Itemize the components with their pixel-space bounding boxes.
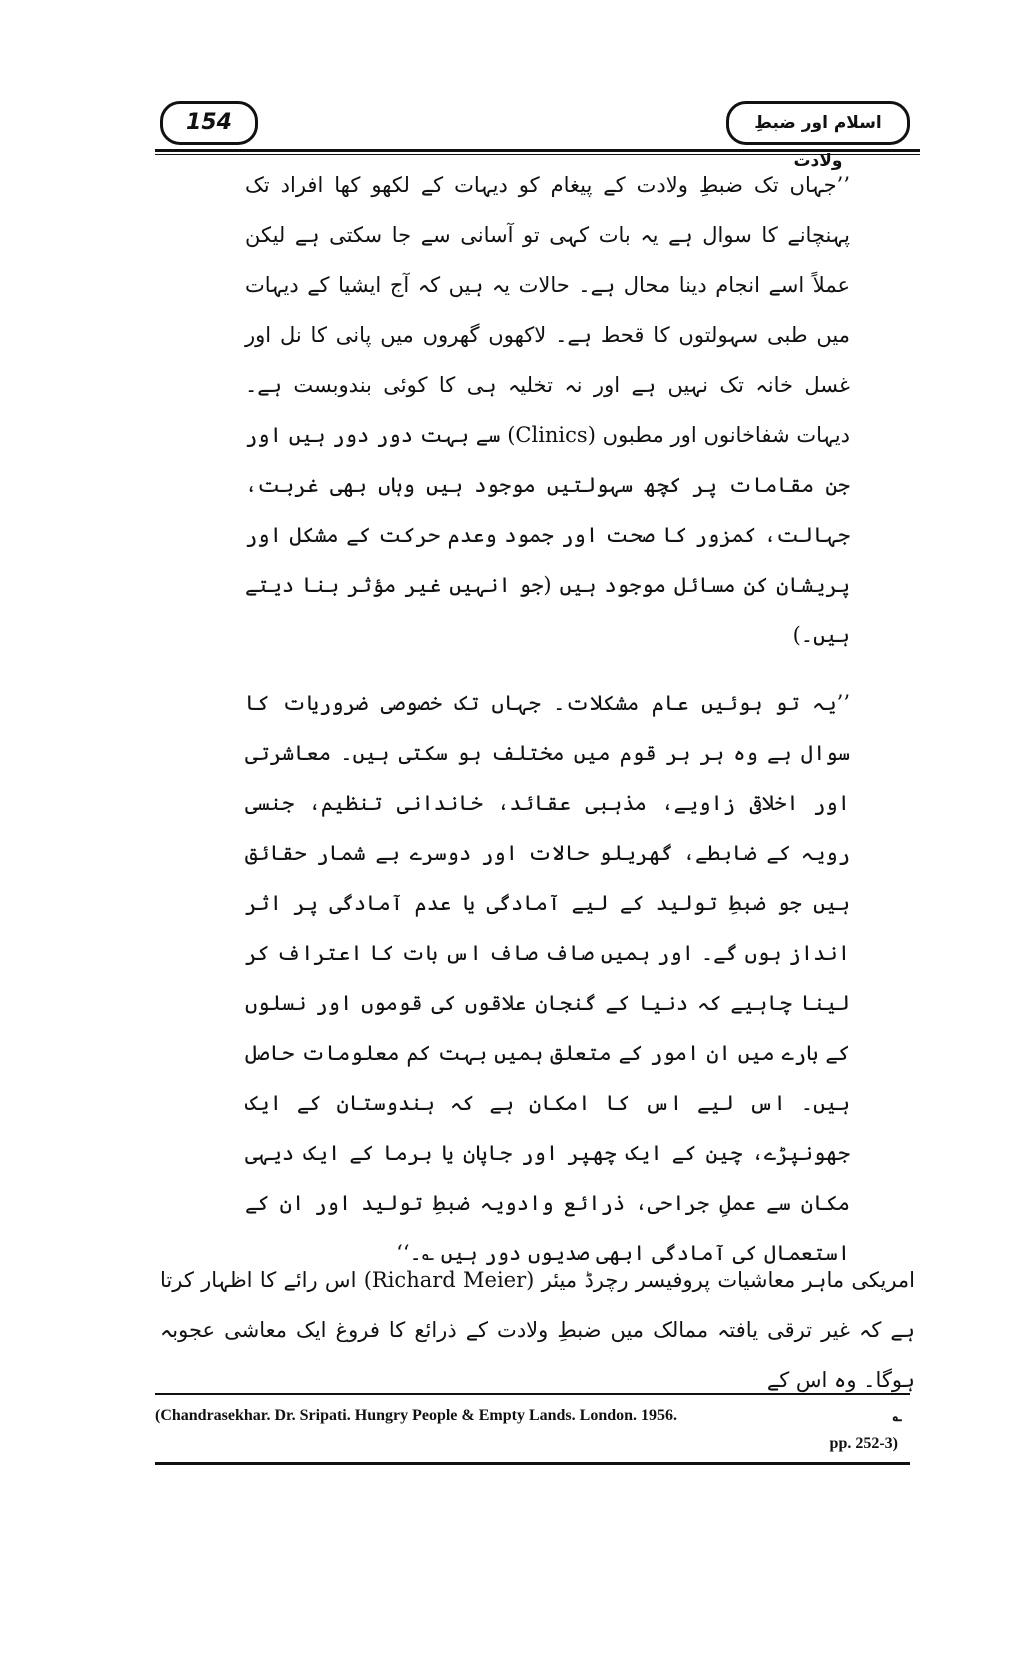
footnote-citation: (Chandrasekhar. Dr. Sripati. Hungry People & Empty Lands. London. 1956. xyxy=(155,1407,678,1424)
page-number: 154 xyxy=(160,101,258,145)
book-title: اسلام اور ضبطِ ولادت xyxy=(726,101,910,145)
footnote-rule xyxy=(155,1393,910,1395)
body-paragraph: امریکی ماہر معاشیات پروفیسر رچرڈ میئر (Richard Meier) اس رائے کا اظہار کرتا ہے کہ غیر ترقی یافتہ ممالک میں ضبطِ ولادت کے ذرائع کا فروغ ایک معاشی عجوبہ ہوگا۔ وہ اس کے xyxy=(160,1268,915,1392)
quote-paragraph-2: ’’یہ تو ہوئیں عام مشکلات۔ جہاں تک خصوصی ضروریات کا سوال ہے وہ ہر ہر قوم میں مختلف ہو سکتی ہیں۔ معاشرتی اور اخلاقی زاویے، مذہبی عقائد، خاندانی تنظیم، جنسی رویہ کے ضابطے، گھریلو حالات اور دوسرے بے شمار حقائق ہیں جو ضبطِ تولید کے لیے آمادگی یا عدم آمادگی پر اثر انداز ہوں گے۔ اور ہمیں صاف صاف اس بات کا اعتراف کر لینا چاہیے کہ دنیا کے گنجان علاقوں کی قوموں اور نسلوں کے بارے میں ان امور کے متعلق ہمیں بہت کم معلومات حاصل ہیں۔ اس لیے اس کا امکان ہے کہ ہندوستان کے ایک جھونپڑے، چین کے ایک چھپر اور جاپان یا برما کے ایک دیہی مکان سے عملِ جراحی، ذرائع وادویہ ضبطِ تولید اور ان کے استعمال کی آمادگی ابھی صدیوں دور ہیں ؎۔‘‘ xyxy=(245,691,850,1265)
header-rule-thin xyxy=(155,154,920,155)
quote-paragraph-1: ’’جہاں تک ضبطِ ولادت کے پیغام کو دیہات کے لکھو کھا افراد تک پہنچانے کا سوال ہے یہ بات کہی تو آسانی سے جا سکتی ہے لیکن عملاً اسے انجام دینا محال ہے۔ حالات یہ ہیں کہ آج ایشیا کے دیہات میں طبی سہولتوں کا قحط ہے۔ لاکھوں گھروں میں پانی کا نل اور غسل خانہ تک نہیں ہے اور نہ تخلیہ ہی کا کوئی بندوبست ہے۔ دیہات شفاخانوں اور مطبوں (Clinics) سے بہت دور دور ہیں اور جن مقامات پر کچھ سہولتیں موجود ہیں وہاں بھی غربت، جہالت، کمزور کا صحت اور جمود وعدم حرکت کے مشکل اور پریشان کن مسائل موجود ہیں (جو انہیں غیر مؤثر بنا دیتے ہیں۔) xyxy=(245,173,851,647)
header-rule xyxy=(155,149,920,152)
footnote-marker: ؎ xyxy=(892,1406,902,1425)
page-header xyxy=(150,95,920,171)
footer-rule xyxy=(155,1462,910,1465)
footnote-line-1 xyxy=(155,1402,910,1430)
footnote xyxy=(155,1402,910,1458)
footnote-line-2: pp. 252-3) xyxy=(829,1435,898,1452)
